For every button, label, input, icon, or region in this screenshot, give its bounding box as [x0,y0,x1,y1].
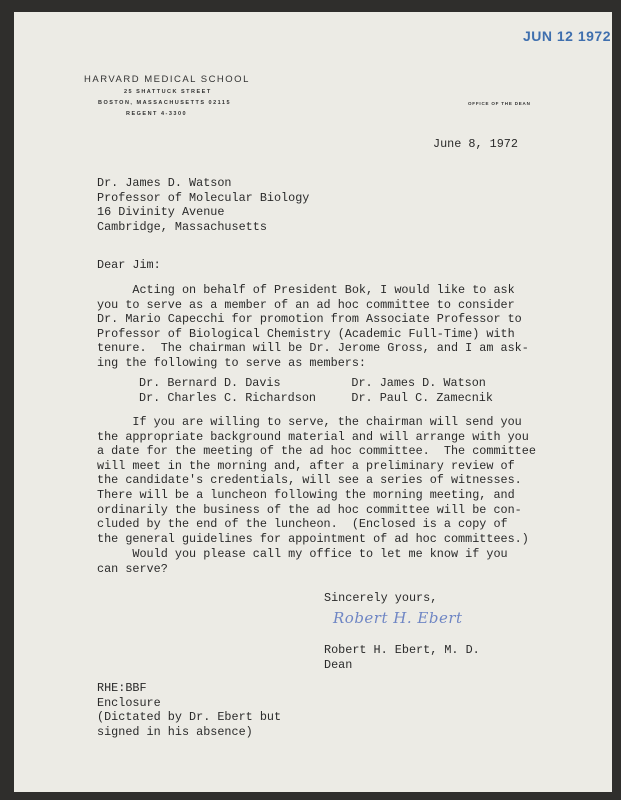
footer-notes [97,681,281,739]
dictation-note: (Dictated by Dr. Ebert but [97,710,282,725]
text-line: the candidate's credentials, will see a series of witnesses. [97,473,522,488]
dictation-note: signed in his absence) [97,724,253,739]
text-line: can serve? [97,561,168,576]
text-line: a date for the meeting of the ad hoc committee. The committee [97,444,536,459]
text-line: you to serve as a member of an ad hoc committee to consider [97,297,515,312]
address-line: 16 Divinity Avenue [97,205,225,220]
reference-initials: RHE:BBF [97,681,147,695]
letterhead-street: 25 SHATTUCK STREET [124,89,212,95]
salutation: Dear Jim: [97,258,161,272]
address-line: Professor of Molecular Biology [97,190,310,205]
text-line: There will be a luncheon following the morning meeting, and [97,487,515,502]
text-line: Would you please call my office to let me know if you [97,547,508,561]
handwritten-signature: Robert H. Ebert [333,609,463,627]
member-row: Dr. Charles C. Richardson Dr. Paul C. Zamecnik [139,390,493,405]
text-line: tenure. The chairman will be Dr. Jerome Gross, and I am ask- [97,341,529,356]
letterhead-phone: REGENT 4-3300 [126,111,188,117]
text-line: ing the following to serve as members: [97,355,367,370]
signer-name: Robert H. Ebert, M. D. [324,643,480,657]
text-line: Professor of Biological Chemistry (Academic Full-Time) with [97,326,515,341]
text-line: the general guidelines for appointment of ad hoc committees.) [97,531,529,546]
text-line: cluded by the end of the luncheon. (Enclosed is a copy of [97,517,508,532]
text-line: If you are willing to serve, the chairman will send you [97,415,522,429]
address-line: Cambridge, Massachusetts [97,219,267,234]
paragraph-1 [97,283,529,371]
recipient-address [97,176,309,234]
signer-block [324,643,480,672]
letterhead-city: BOSTON, MASSACHUSETTS 02115 [98,100,232,106]
text-line: the appropriate background material and will arrange with you [97,429,529,444]
letterhead-name: HARVARD MEDICAL SCHOOL [84,74,250,85]
signer-title: Dean [324,657,353,672]
enclosure-note: Enclosure [97,695,161,710]
address-line: Dr. James D. Watson [97,176,232,190]
text-line: ordinarily the business of the ad hoc committee will be con- [97,502,522,517]
committee-members [139,376,493,405]
closing: Sincerely yours, [324,591,438,605]
text-line: Dr. Mario Capecchi for promotion from Associate Professor to [97,312,522,327]
paragraph-3 [97,547,508,576]
paragraph-2 [97,415,536,546]
member-row: Dr. Bernard D. Davis Dr. James D. Watson [139,376,486,390]
letter-date: June 8, 1972 [433,137,518,151]
letterhead-office: OFFICE OF THE DEAN [468,101,531,106]
text-line: will meet in the morning and, after a preliminary review of [97,458,515,473]
text-line: Acting on behalf of President Bok, I would like to ask [97,283,515,297]
received-date-stamp: JUN 12 1972 [523,28,612,44]
